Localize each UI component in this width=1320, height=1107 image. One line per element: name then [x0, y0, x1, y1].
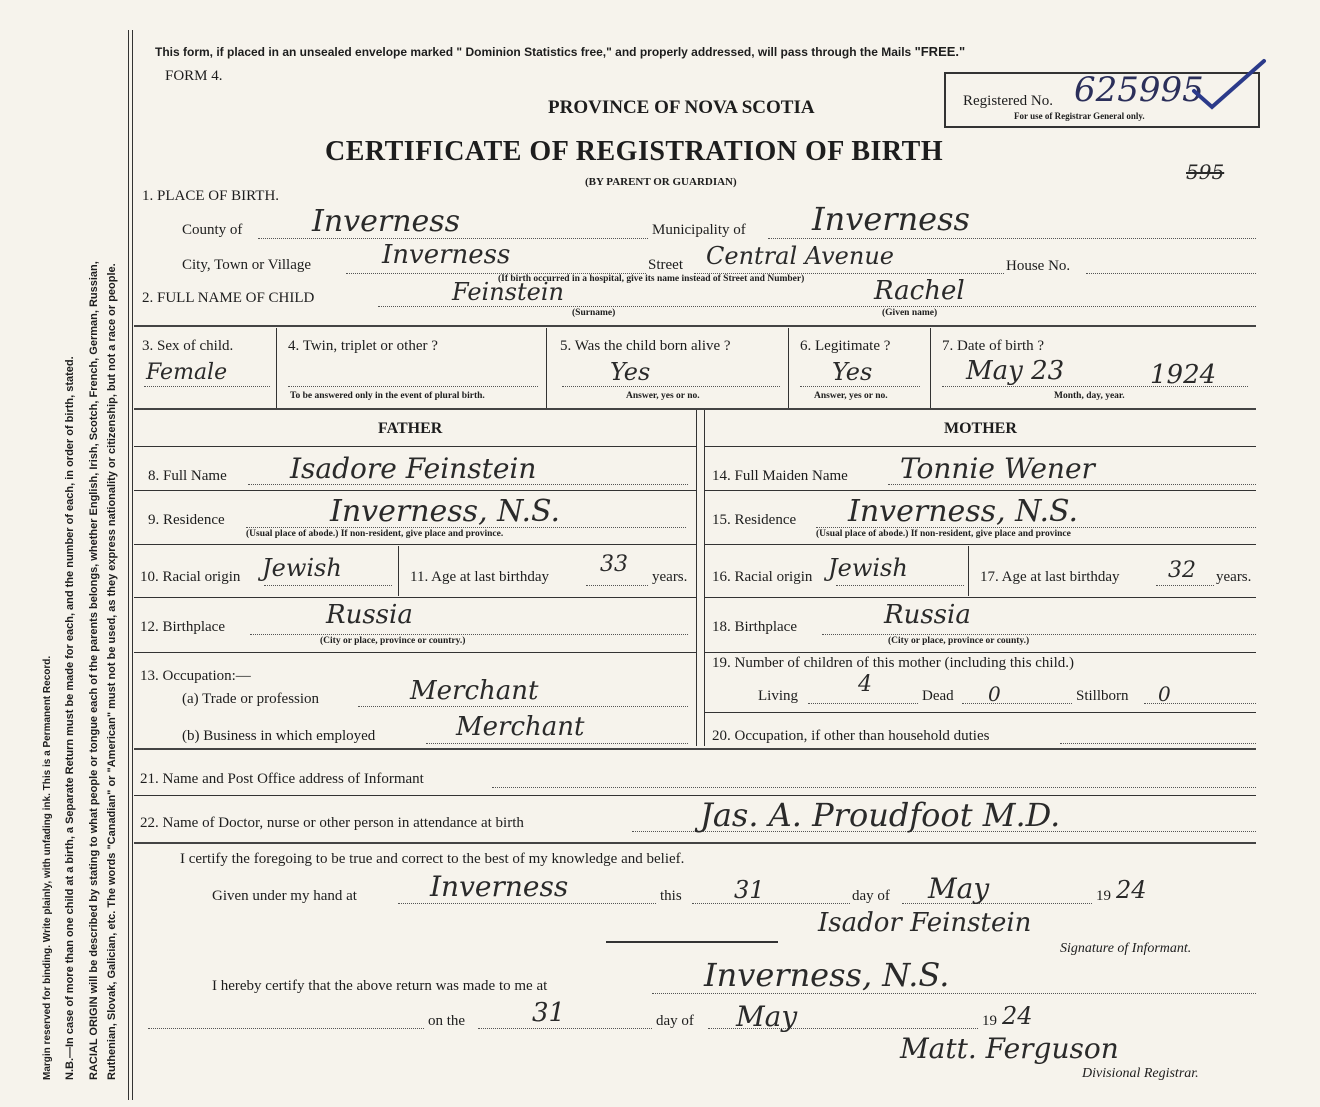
rule-mother-birth: [704, 597, 1256, 598]
father-residence-value: Inverness, N.S.: [330, 494, 561, 529]
born-alive-note: Answer, yes or no.: [626, 391, 700, 401]
divider-3-4: [276, 328, 277, 408]
doctor-value: Jas. A. Proudfoot M.D.: [700, 796, 1061, 834]
divider-6-7: [930, 328, 931, 408]
mother-occupation-label: 20. Occupation, if other than household duties: [712, 728, 990, 744]
margin-note-binding: Margin reserved for binding. Write plainly, with unfading ink. This is a Permanent Record.: [42, 655, 53, 1080]
father-race-label: 10. Racial origin: [140, 569, 241, 585]
date-of-birth-note: Month, day, year.: [1054, 391, 1125, 401]
given-year-prefix: 19: [1096, 888, 1111, 904]
dead-line: [962, 703, 1072, 704]
stillborn-value: 0: [1158, 682, 1171, 706]
mother-occupation-line: [1060, 743, 1256, 744]
signature-rule: [606, 941, 778, 943]
rule-mother-occ: [704, 712, 1256, 713]
given-month-value: May: [928, 872, 990, 905]
father-residence-label: 9. Residence: [148, 512, 225, 528]
reg-day-value: 31: [532, 998, 566, 1028]
registrar-caption: Divisional Registrar.: [1082, 1066, 1199, 1081]
margin-rule-1: [128, 30, 129, 1100]
father-name-value: Isadore Feinstein: [290, 452, 537, 485]
father-race-divider: [398, 546, 399, 596]
rule-father-res: [134, 490, 696, 491]
father-name-label: 8. Full Name: [148, 468, 227, 484]
father-residence-note: (Usual place of abode.) If non-resident, give place and province.: [246, 529, 504, 539]
mother-heading: MOTHER: [944, 420, 1017, 437]
rule-mother-res: [704, 490, 1256, 491]
rule-father-birth: [134, 597, 696, 598]
surname-caption: (Surname): [572, 308, 616, 318]
mother-years: years.: [1216, 569, 1252, 585]
father-trade-label: (a) Trade or profession: [182, 691, 320, 707]
child-name-label: 2. FULL NAME OF CHILD: [142, 290, 315, 306]
check-mark-icon: [1190, 55, 1270, 115]
sex-value: Female: [146, 360, 228, 385]
doctor-label: 22. Name of Doctor, nurse or other person in attendance at birth: [140, 815, 524, 831]
child-given-name: Rachel: [874, 276, 965, 306]
father-trade-value: Merchant: [410, 676, 539, 706]
informant-line: [492, 787, 1256, 788]
street-value: Central Avenue: [706, 242, 894, 270]
mother-birthplace-label: 18. Birthplace: [712, 619, 797, 635]
rule-mother-children: [704, 652, 1256, 653]
mother-residence-value: Inverness, N.S.: [848, 494, 1079, 529]
house-number-label: House No.: [1006, 258, 1071, 274]
margin-rule-2: [132, 30, 133, 1100]
father-occupation-label: 13. Occupation:—: [140, 668, 251, 684]
house-line: [1086, 273, 1256, 274]
twin-label: 4. Twin, triplet or other ?: [288, 338, 438, 354]
given-day-line: [692, 903, 850, 904]
father-age-label: 11. Age at last birthday: [410, 569, 549, 585]
rule-parents: [134, 408, 1256, 410]
rule-mother-heading: [704, 446, 1256, 447]
municipality-line: [768, 238, 1256, 239]
municipality-label: Municipality of: [652, 222, 746, 238]
rule-informant: [134, 748, 1256, 750]
legitimate-note: Answer, yes or no.: [814, 391, 888, 401]
sex-label: 3. Sex of child.: [142, 338, 234, 354]
registrar-lead-line: [148, 1028, 424, 1029]
street-label: Street: [648, 257, 683, 273]
divider-4-5: [546, 328, 547, 408]
living-label: Living: [758, 688, 798, 704]
born-alive-value: Yes: [610, 358, 651, 386]
given-place-line: [398, 903, 656, 904]
county-value: Inverness: [312, 204, 461, 239]
father-birthplace-line: [250, 634, 688, 635]
given-day-of-label: day of: [852, 888, 890, 904]
reg-day-line: [478, 1028, 652, 1029]
informant-label: 21. Name and Post Office address of Informant: [140, 771, 424, 787]
given-place-value: Inverness: [430, 870, 569, 903]
mother-birthplace-value: Russia: [884, 600, 971, 630]
registered-number: 625995: [1074, 70, 1204, 110]
stillborn-label: Stillborn: [1076, 688, 1129, 704]
father-age-value: 33: [600, 552, 628, 577]
rule-father-heading: [134, 446, 696, 447]
county-label: County of: [182, 222, 243, 238]
margin-note-racial-origin: RACIAL ORIGIN will be described by stating to what people or tongue each of the parents belongs, whether English, Irish, Scotch, French, German, Russian,: [88, 261, 100, 1080]
twin-line: [288, 386, 538, 387]
municipality-value: Inverness: [812, 200, 970, 238]
date-of-birth-year: 1924: [1150, 360, 1217, 390]
registrar-signature: Matt. Ferguson: [900, 1032, 1119, 1065]
mother-residence-note: (Usual place of abode.) If non-resident, give place and province: [816, 529, 1071, 539]
certificate-subtitle: (BY PARENT OR GUARDIAN): [585, 176, 737, 188]
father-age-line: [586, 585, 648, 586]
date-of-birth-label: 7. Date of birth ?: [942, 338, 1045, 354]
reg-month-value: May: [736, 1000, 798, 1033]
mother-age-line: [1156, 585, 1214, 586]
father-race-line: [264, 585, 392, 586]
dead-value: 0: [988, 682, 1001, 706]
dead-label: Dead: [922, 688, 954, 704]
father-birthplace-label: 12. Birthplace: [140, 619, 225, 635]
certificate-title: CERTIFICATE OF REGISTRATION OF BIRTH: [325, 136, 944, 167]
date-of-birth-month-day: May 23: [966, 356, 1065, 386]
parents-divider-1: [696, 410, 697, 746]
child-surname: Feinstein: [452, 278, 564, 306]
form-number: FORM 4.: [165, 68, 223, 84]
born-alive-line: [562, 386, 780, 387]
father-birthplace-value: Russia: [326, 600, 413, 630]
mother-residence-label: 15. Residence: [712, 512, 797, 528]
sex-line: [144, 386, 270, 387]
informant-signature: Isador Feinstein: [818, 908, 1032, 938]
mother-race-label: 16. Racial origin: [712, 569, 813, 585]
twin-note: To be answered only in the event of plural birth.: [290, 391, 485, 401]
reg-year-suffix: 24: [1002, 1002, 1033, 1030]
given-year-suffix: 24: [1116, 876, 1147, 904]
rule-mother-race: [704, 544, 1256, 545]
hospital-note: (If birth occurred in a hospital, give its name instead of Street and Number): [498, 274, 805, 284]
children-count-label: 19. Number of children of this mother (including this child.): [712, 655, 1075, 671]
return-place-value: Inverness, N.S.: [704, 956, 950, 994]
city-value: Inverness: [382, 240, 511, 270]
child-name-line: [378, 306, 1256, 307]
margin-note-multiple-births: N.B.—In case of more than one child at a birth, a Separate Return must be made for each, and the number of each, in order of birth, stated.: [64, 356, 76, 1080]
side-number: 595: [1186, 160, 1225, 184]
father-trade-line: [358, 706, 688, 707]
informant-signature-caption: Signature of Informant.: [1060, 941, 1192, 956]
living-line: [808, 703, 918, 704]
father-business-value: Merchant: [456, 712, 585, 742]
rule-father-occ: [134, 652, 696, 653]
mother-race-value: Jewish: [828, 554, 908, 582]
mother-birthplace-note: (City or place, province or county.): [888, 636, 1030, 646]
reg-year-prefix: 19: [982, 1013, 997, 1029]
mother-name-value: Tonnie Wener: [900, 452, 1095, 485]
living-value: 4: [858, 672, 872, 697]
margin-note-nationality: Ruthenian, Slovak, Galician, etc. The words "Canadian" or "American" must not be used, as they express nationality or citizenship, but not a race or people.: [106, 263, 118, 1080]
city-label: City, Town or Village: [182, 257, 312, 273]
mother-birthplace-line: [822, 634, 1256, 635]
this-label: this: [660, 888, 682, 904]
father-birthplace-note: (City or place, province or country.): [320, 636, 466, 646]
mother-race-divider: [968, 546, 969, 596]
given-day-value: 31: [734, 876, 765, 904]
rule-father-race: [134, 544, 696, 545]
reg-day-of-label: day of: [656, 1013, 694, 1029]
rule-doctor: [134, 795, 1256, 796]
legitimate-value: Yes: [832, 358, 873, 386]
father-race-value: Jewish: [262, 554, 342, 582]
mother-name-label: 14. Full Maiden Name: [712, 468, 848, 484]
registrar-use-note: For use of Registrar General only.: [1014, 111, 1145, 121]
province-heading: PROVINCE OF NOVA SCOTIA: [548, 97, 815, 118]
legitimate-line: [800, 386, 920, 387]
father-heading: FATHER: [378, 420, 443, 437]
rule-certify: [134, 842, 1256, 844]
place-of-birth-label: 1. PLACE OF BIRTH.: [142, 188, 280, 204]
return-label: I hereby certify that the above return was made to me at: [212, 978, 548, 994]
mail-note: This form, if placed in an unsealed envelope marked " Dominion Statistics free," and properly addressed, will pass through the Mails "FREE.": [155, 44, 966, 59]
legitimate-label: 6. Legitimate ?: [800, 338, 891, 354]
mother-race-line: [836, 585, 964, 586]
father-business-label: (b) Business in which employed: [182, 728, 376, 744]
given-name-caption: (Given name): [882, 308, 938, 318]
parents-divider-2: [704, 410, 705, 746]
father-years: years.: [652, 569, 688, 585]
given-under-label: Given under my hand at: [212, 888, 357, 904]
divider-5-6: [788, 328, 789, 408]
on-the-label: on the: [428, 1013, 466, 1029]
certify-statement: I certify the foregoing to be true and correct to the best of my knowledge and belief.: [180, 851, 685, 867]
born-alive-label: 5. Was the child born alive ?: [560, 338, 731, 354]
mother-age-label: 17. Age at last birthday: [980, 569, 1120, 585]
rule-row-3: [134, 325, 1256, 327]
registered-label: Registered No.: [963, 93, 1053, 109]
father-business-line: [426, 743, 688, 744]
mother-age-value: 32: [1168, 558, 1196, 583]
